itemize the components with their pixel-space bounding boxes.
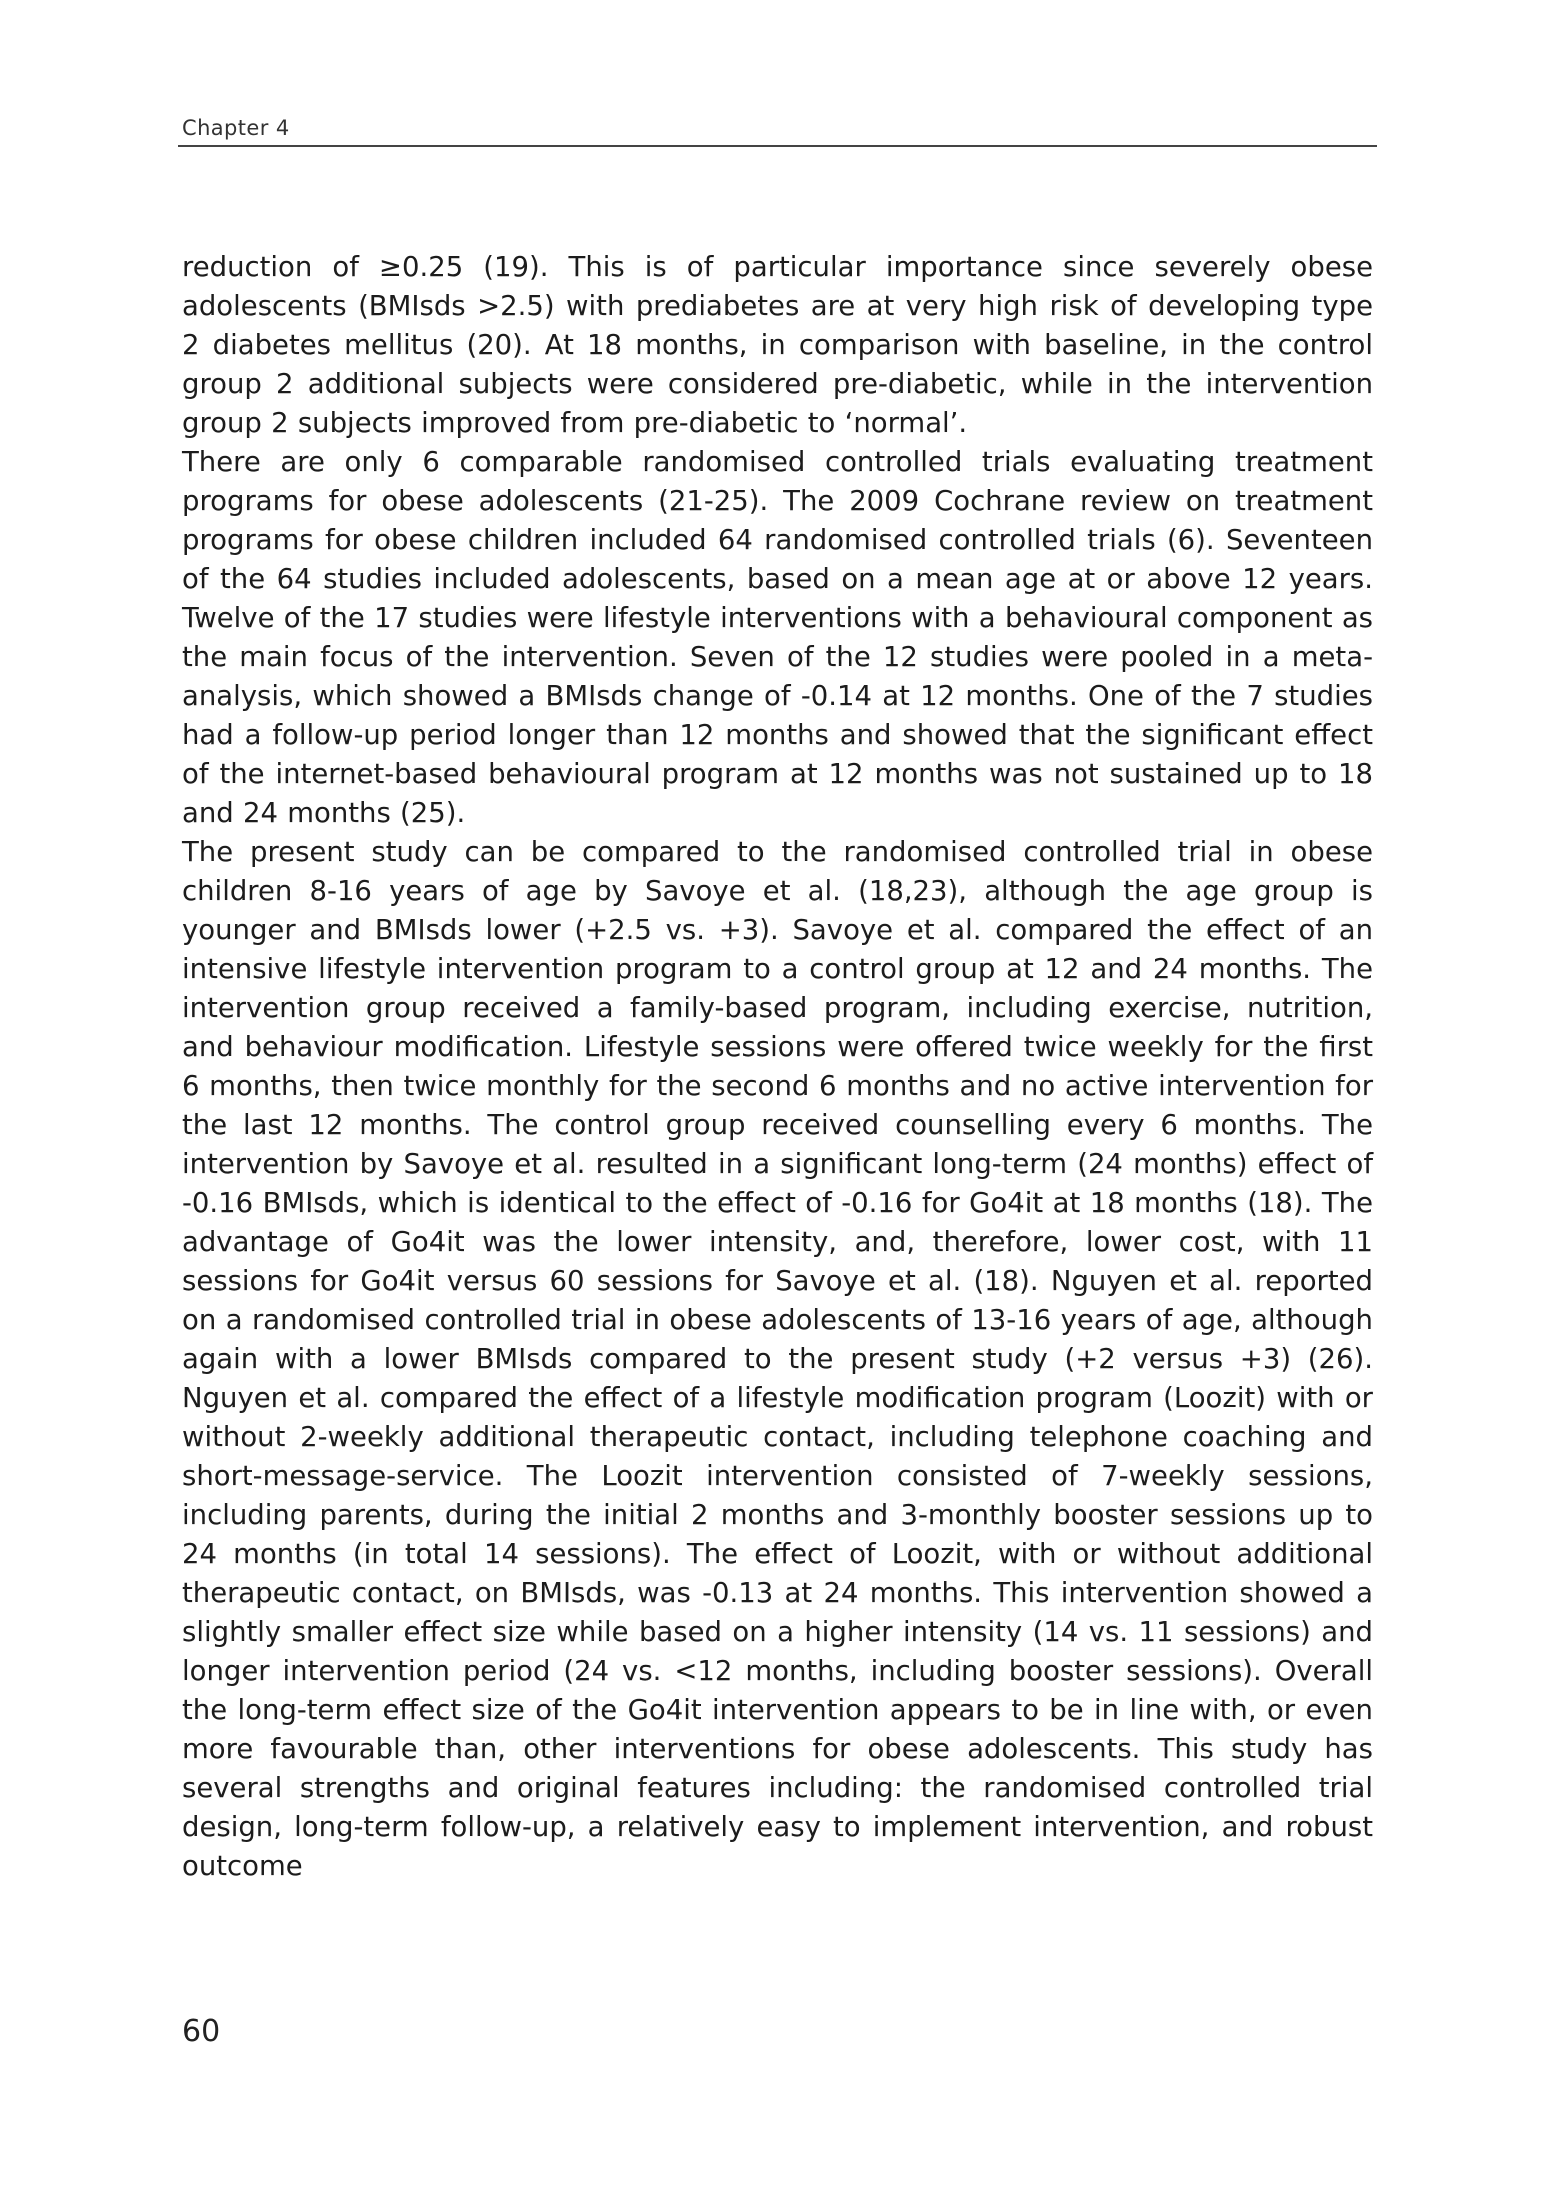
- body-text: [182, 248, 1373, 1886]
- paragraph-comparable-trials: There are only 6 comparable randomised controlled trials evaluating treatment programs for obese adolescents (21-25). The 2009 Cochrane review on treatment programs for obese children included 64 randomised controlled trials (6). Seventeen of the 64 studies included adolescents, based on a mean age at or above 12 years. Twelve of the 17 studies were lifestyle interventions with a behavioural component as the main focus of the intervention. Seven of the 12 studies were pooled in a meta-analysis, which showed a BMIsds change of -0.14 at 12 months. One of the 7 studies had a follow-up period longer than 12 months and showed that the significant effect of the internet-based behavioural program at 12 months was not sustained up to 18 and 24 months (25).: [182, 446, 1373, 829]
- paragraph-study-comparison: The present study can be compared to the randomised controlled trial in obese children 8-16 years of age by Savoye et al. (18,23), although the age group is younger and BMIsds lower (+2.5 vs. +3). Savoye et al. compared the effect of an intensive lifestyle intervention program to a control group at 12 and 24 months. The intervention group received a family-based program, including exercise, nutrition, and behaviour modification. Lifestyle sessions were offered twice weekly for the first 6 months, then twice monthly for the second 6 months and no active intervention for the last 12 months. The control group received counselling every 6 months. The intervention by Savoye et al. resulted in a significant long-term (24 months) effect of -0.16 BMIsds, which is identical to the effect of -0.16 for Go4it at 18 months (18). The advantage of Go4it was the lower intensity, and, therefore, lower cost, with 11 sessions for Go4it versus 60 sessions for Savoye et al. (18). Nguyen et al. reported on a randomised controlled trial in obese adolescents of 13-16 years of age, although again with a lower BMIsds compared to the present study (+2 versus +3) (26). Nguyen et al. compared the effect of a lifestyle modification program (Loozit) with or without 2-weekly additional therapeutic contact, including telephone coaching and short-message-service. The Loozit intervention consisted of 7-weekly sessions, including parents, during the initial 2 months and 3-monthly booster sessions up to 24 months (in total 14 sessions). The effect of Loozit, with or without additional therapeutic contact, on BMIsds, was -0.13 at 24 months. This intervention showed a slightly smaller effect size while based on a higher intensity (14 vs. 11 sessions) and longer intervention period (24 vs. <12 months, including booster sessions). Overall the long-term effect size of the Go4it intervention appears to be in line with, or even more favourable than, other interventions for obese adolescents. This study has several strengths and original features including: the randomised controlled trial design, long-term follow-up, a relatively easy to implement intervention, and robust outcome: [182, 836, 1373, 1882]
- running-header: Chapter 4: [182, 116, 290, 140]
- page-number: 60: [182, 2014, 221, 2049]
- header-rule: [178, 145, 1377, 147]
- paragraph-prediabetes: reduction of ≥0.25 (19). This is of particular importance since severely obese adolescents (BMIsds >2.5) with prediabetes are at very high risk of developing type 2 diabetes mellitus (20). At 18 months, in comparison with baseline, in the control group 2 additional subjects were considered pre-diabetic, while in the intervention group 2 subjects improved from pre-diabetic to ‘normal’.: [182, 251, 1373, 439]
